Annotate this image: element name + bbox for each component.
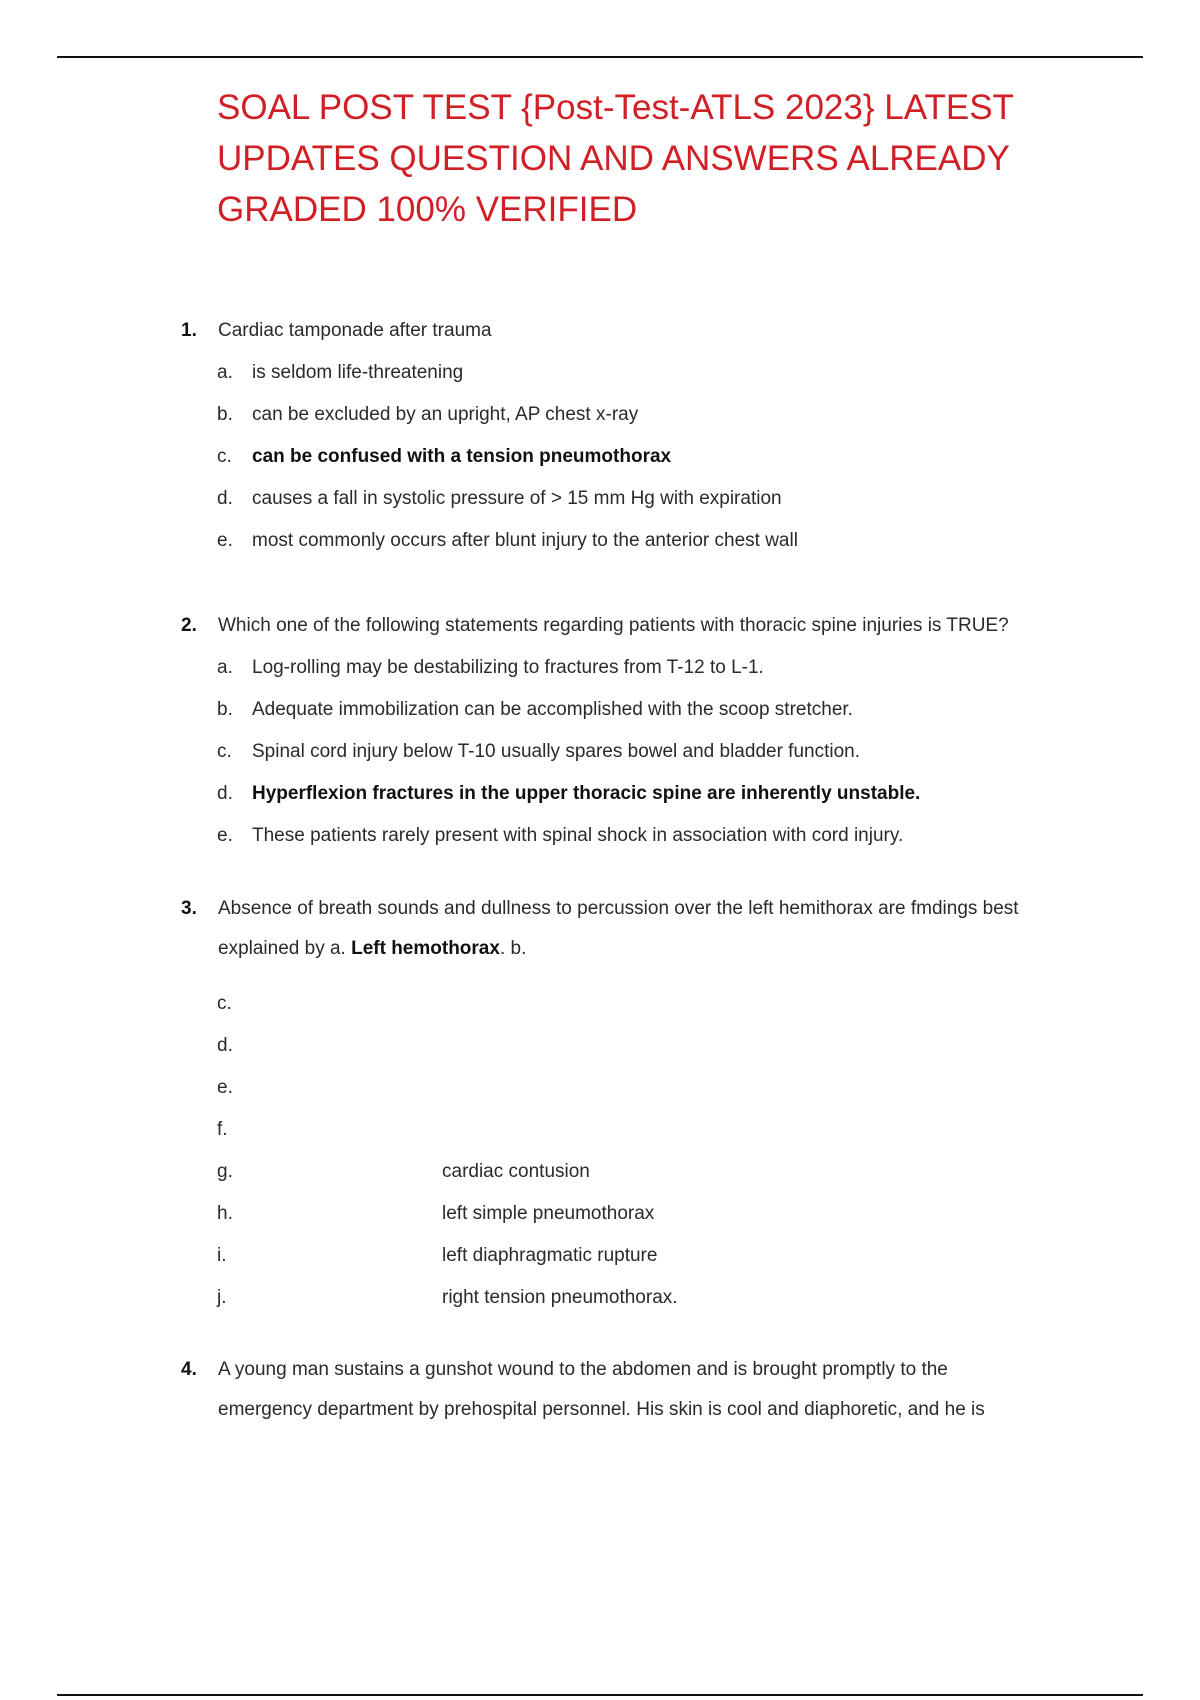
option-d [0, 479, 1200, 519]
option-j [0, 1278, 1200, 1318]
option-text: cardiac contusion [442, 1161, 590, 1182]
option-letter: c. [217, 446, 232, 467]
option-letter: d. [217, 1035, 233, 1056]
option-e [0, 1068, 1200, 1108]
question-text-line-1: A young man sustains a gunshot wound to the abdomen and is brought promptly to the [218, 1359, 948, 1380]
option-letter: d. [217, 783, 233, 804]
option-e [0, 521, 1200, 561]
question-text-line-2 [218, 929, 1078, 969]
option-text-correct: Hyperflexion fractures in the upper thoracic spine are inherently unstable. [252, 783, 921, 804]
option-letter: g. [217, 1161, 233, 1182]
option-letter: h. [217, 1203, 233, 1224]
option-text-correct: can be confused with a tension pneumothorax [252, 446, 672, 467]
option-text: These patients rarely present with spinal shock in association with cord injury. [252, 825, 904, 846]
option-letter: a. [217, 657, 233, 678]
option-letter: d. [217, 488, 233, 509]
option-letter: e. [217, 1077, 233, 1098]
option-letter: c. [217, 741, 232, 762]
question-text-pre: explained by a. [218, 938, 352, 959]
question-text: Which one of the following statements regarding patients with thoracic spine injuries is TRUE? [218, 615, 1009, 636]
question-number: 1. [181, 320, 197, 341]
option-text: Adequate immobilization can be accomplished with the scoop stretcher. [252, 699, 853, 720]
option-letter: b. [217, 699, 233, 720]
option-text: causes a fall in systolic pressure of > 15 mm Hg with expiration [252, 488, 782, 509]
option-c-correct [0, 437, 1200, 477]
question-number: 3. [181, 898, 197, 919]
option-f [0, 1110, 1200, 1150]
option-text: left simple pneumothorax [442, 1203, 655, 1224]
question-text-line-2: emergency department by prehospital personnel. His skin is cool and diaphoretic, and he is [218, 1399, 985, 1420]
question-number: 4. [181, 1359, 197, 1380]
top-rule [57, 56, 1143, 58]
option-e [0, 816, 1200, 856]
option-text: can be excluded by an upright, AP chest x-ray [252, 404, 639, 425]
question-text-line-1: Absence of breath sounds and dullness to percussion over the left hemithorax are fmdings best [218, 898, 1019, 919]
option-letter: f. [217, 1119, 228, 1140]
option-g [0, 1152, 1200, 1192]
option-text: Log-rolling may be destabilizing to fractures from T-12 to L-1. [252, 657, 764, 678]
option-i [0, 1236, 1200, 1276]
option-text: is seldom life-threatening [252, 362, 464, 383]
correct-answer: Left hemothorax [351, 938, 500, 959]
question-text: Cardiac tamponade after trauma [218, 320, 492, 341]
option-d-correct [0, 774, 1200, 814]
option-b [0, 690, 1200, 730]
option-d [0, 1026, 1200, 1066]
option-c [0, 732, 1200, 772]
option-text: right tension pneumothorax. [442, 1287, 678, 1308]
bottom-rule [57, 1694, 1143, 1696]
option-c [0, 984, 1200, 1024]
option-b [0, 395, 1200, 435]
option-a [0, 353, 1200, 393]
question-number: 2. [181, 615, 197, 636]
option-letter: a. [217, 362, 233, 383]
document-title: SOAL POST TEST {Post-Test-ATLS 2023} LATEST UPDATES QUESTION AND ANSWERS ALREADY GRADED 100% VERIFIED [217, 88, 1014, 229]
option-text: left diaphragmatic rupture [442, 1245, 658, 1266]
option-letter: e. [217, 825, 233, 846]
option-text: most commonly occurs after blunt injury to the anterior chest wall [252, 530, 798, 551]
option-a [0, 648, 1200, 688]
option-letter: c. [217, 993, 232, 1014]
option-letter: j. [217, 1287, 227, 1308]
option-letter: i. [217, 1245, 227, 1266]
option-h [0, 1194, 1200, 1234]
option-letter: b. [217, 404, 233, 425]
option-letter: e. [217, 530, 233, 551]
option-text: Spinal cord injury below T-10 usually spares bowel and bladder function. [252, 741, 861, 762]
question-text-post: . b. [499, 938, 527, 959]
